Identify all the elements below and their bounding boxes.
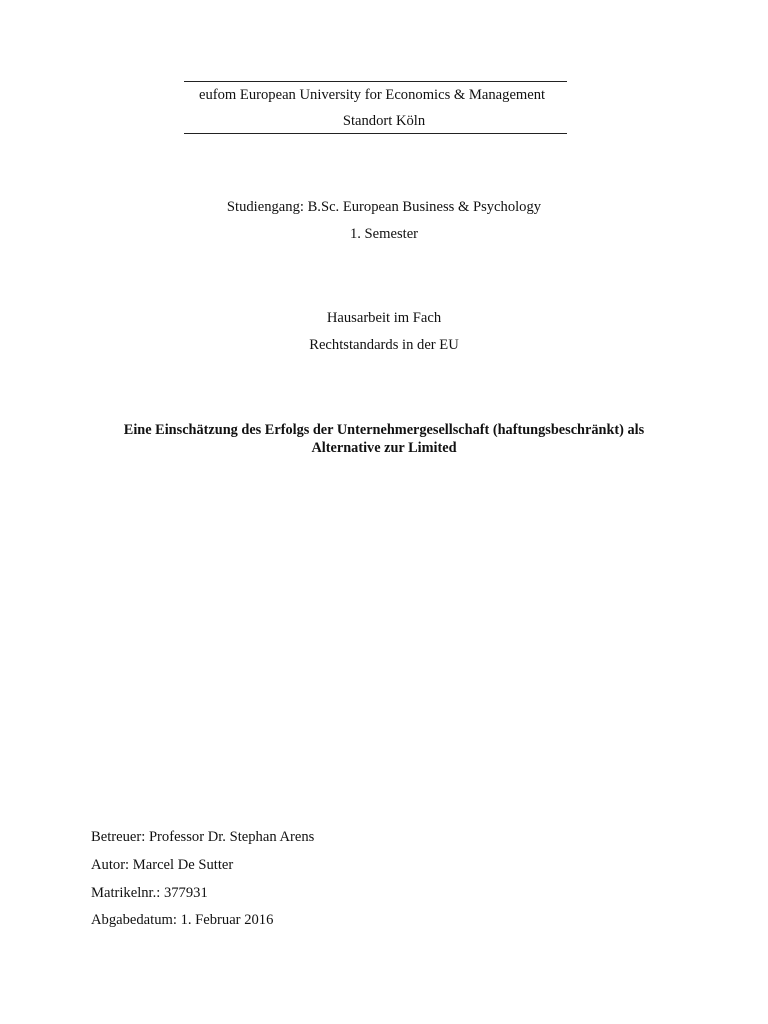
degree-program: Studiengang: B.Sc. European Business & Psychology [226, 199, 542, 215]
matriculation-number: Matrikelnr.: 377931 [91, 885, 208, 901]
semester: 1. Semester [349, 226, 419, 242]
header-top-rule [184, 81, 567, 82]
paper-title-line-1: Eine Einschätzung des Erfolgs der Unternehmergesellschaft (haftungsbeschränkt) als [123, 422, 645, 438]
author: Autor: Marcel De Sutter [91, 857, 234, 873]
university-name: eufom European University for Economics & Management [199, 87, 546, 103]
supervisor: Betreuer: Professor Dr. Stephan Arens [91, 829, 315, 845]
paper-title [0, 421, 768, 457]
campus-location: Standort Köln [342, 113, 426, 129]
assignment-type: Hausarbeit im Fach [326, 310, 442, 326]
header-bottom-rule [184, 133, 567, 134]
submission-date: Abgabedatum: 1. Februar 2016 [91, 912, 274, 928]
course-subject: Rechtstandards in der EU [309, 337, 459, 353]
paper-title-line-2: Alternative zur Limited [311, 440, 457, 456]
